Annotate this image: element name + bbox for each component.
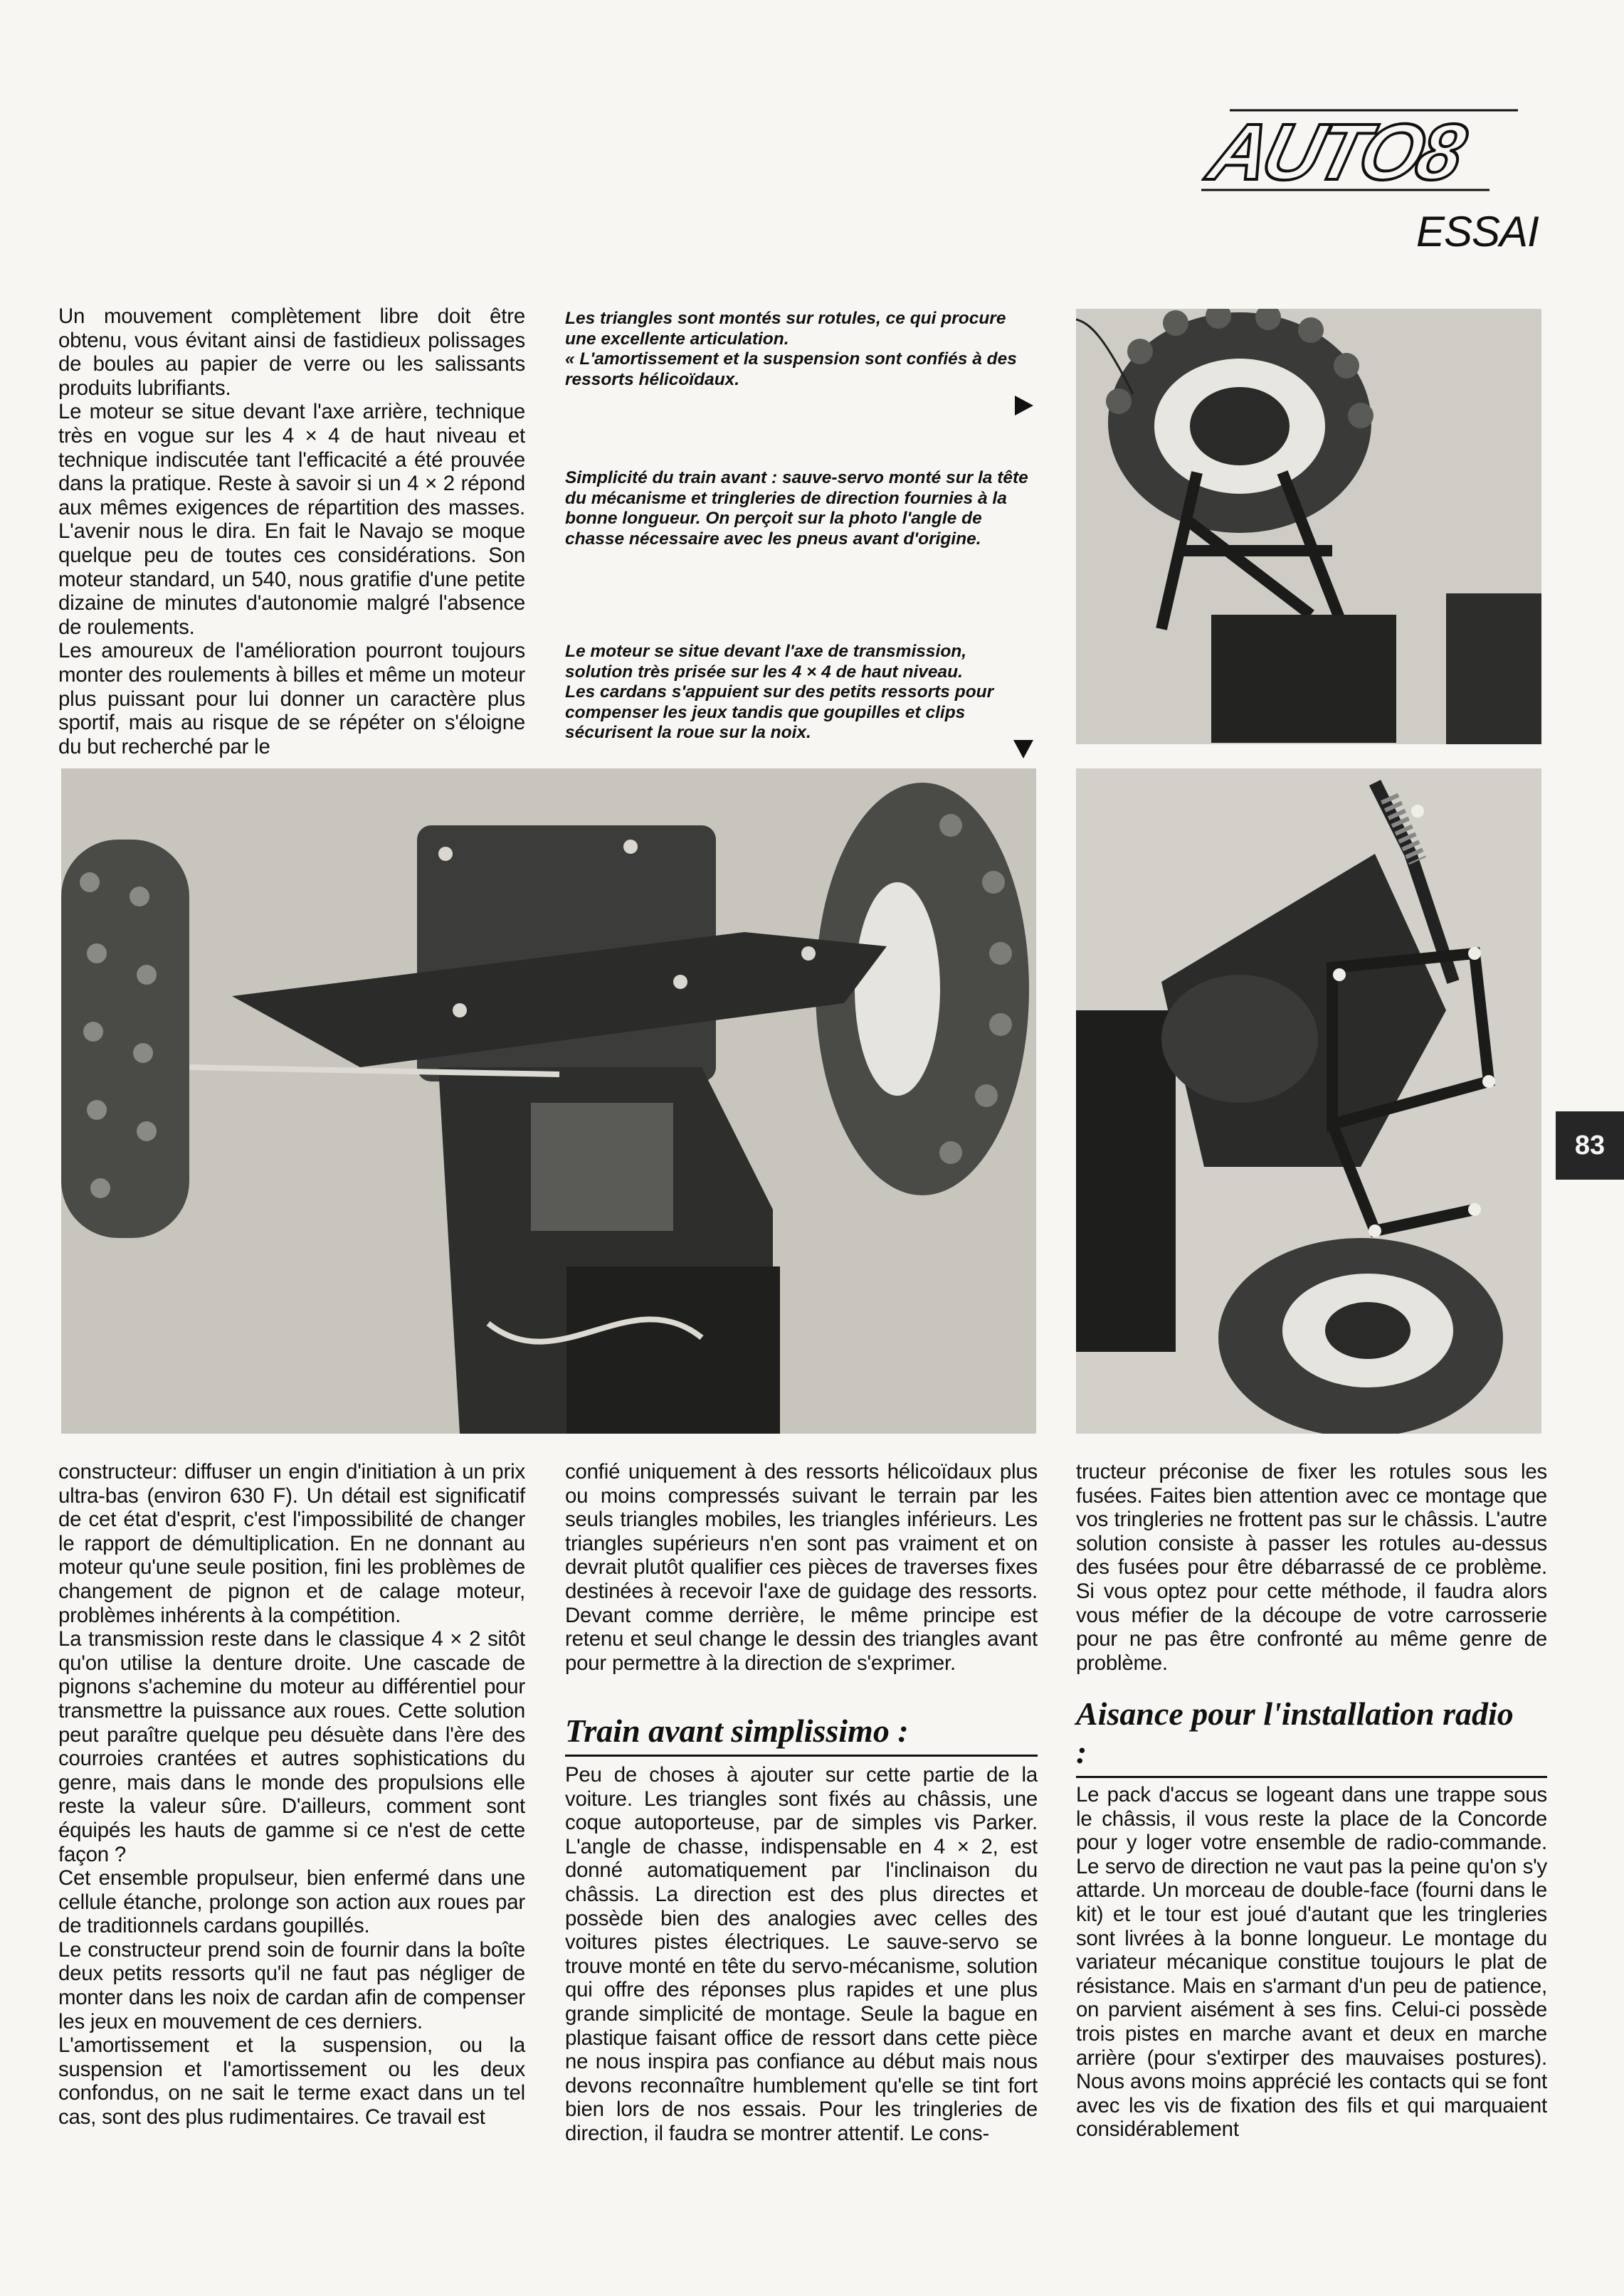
heading-rule <box>565 1755 1038 1757</box>
heading-train-avant: Train avant simplissimo : <box>565 1713 909 1749</box>
photo-front-suspension-graphic <box>1076 768 1541 1434</box>
arrow-down-icon <box>1013 740 1033 758</box>
caption-front-axle: Simplicité du train avant : sauve-servo monté sur la tête du mécanisme et tringleries de direction fournies à la bonne longueur. On perçoit sur la photo l'angle de chasse nécessaire avec les pneus avant d'origine. <box>565 468 1028 549</box>
column3-text-top: tructeur préconise de fixer les rotules sous les fusées. Faites bien attention avec ce montage que vos tringleries ne frottent pas sur le châssis. L'autre solution consiste à passer les rotules au-dessus des fusées pour être débarrassé de ce problème. Si vous optez pour cette méthode, il faudra alors vous méfier de la découpe de votre carrosserie pour ne pas être confronté au même genre de problème. <box>1076 1460 1547 1675</box>
column2-text-top: confié uniquement à des ressorts hélicoïdaux plus ou moins compressés suivant le terrain par les seuls triangles mobiles, les triangles inférieurs. Les triangles supérieurs n'en sont pas vraiment et on devrait plutôt qualifier ces pièces de traverses fixes destinées à recevoir l'axe de guidage des ressorts. Devant comme derrière, le même principe est retenu et seul change le dessin des triangles avant pour permettre à la direction de s'exprimer. <box>565 1460 1038 1675</box>
photo-front-suspension <box>1076 768 1541 1434</box>
photo-chassis-front <box>61 768 1036 1434</box>
column2-text-bottom: Peu de choses à ajouter sur cette partie de la voiture. Les triangles sont fixés au châssis, une coque autoporteuse, par de simples vis Parker. L'angle de chasse, indispensable en 4 × 2, est donné automatiquement par l'inclinaison du châssis. La direction est des plus directes et possède bien des analogies avec celles des voitures pistes électriques. Le sauve-servo se trouve monté en tête du servo-mécanisme, solution qui offre des réponses plus rapides et une plus grande simplicité de montage. Seule la bague en plastique faisant office de ressort dans cette pièce ne nous inspira pas confiance au début mais nous devons reconnaître humblement qu'elle se tint fort bien lors de nos essais. Pour les tringleries de direction, il faudra se montrer attentif. Le cons- <box>565 1763 1038 2145</box>
column3-text-bottom: Le pack d'accus se logeant dans une trappe sous le châssis, il vous reste la place de la Concorde pour y loger votre ensemble de radio-commande. Le servo de direction ne vaut pas la peine qu'on s'y attarde. Un morceau de double-face (fourni dans le kit) et le tour est joué d'autant que les tringleries sont livrées à la bonne longueur. Le montage du variateur mécanique constitue toujours le plat de résistance. Mais en s'armant d'un peu de patience, on parvient aisément à ses fins. Celui-ci possède trois pistes en marche avant et deux en marche arrière (pour s'extirper des mauvaises postures). Nous avons moins apprécié les contacts qui se font avec les vis de fixation des fils et qui marquaient considérablement <box>1076 1783 1547 2142</box>
column1-text: constructeur: diffuser un engin d'initiation à un prix ultra-bas (environ 630 F). Un détail est significatif de cet état d'esprit, c'est l'impossibilité de changer le rapport de démultiplication. En ne donnant au moteur qu'une seule position, fini les problèmes de changement de pignon et de calage moteur, problèmes inhérents à la compétition. La transmission reste dans le classique 4 × 2 sitôt qu'on utilise la denture droite. Une cascade de pignons s'achemine du moteur au différentiel pour transmettre la puissance aux roues. Cette solution peut paraître quelque peu désuète dans l'ère des courroies crantées et autres sophistications du genre, mais dans le monde des propulsions elle reste la valeur sûre. D'ailleurs, comment sont équipés les hauts de gamme si ce n'est de cette façon ? Cet ensemble propulseur, bien enfermé dans une cellule étanche, prolonge son action aux roues par de traditionnels cardans goupillés. Le constructeur prend soin de fournir dans la boîte deux petits ressorts qu'il ne faut pas négliger de monter dans les noix de cardan afin de compenser les jeux en mouvement de ces derniers. L'amortissement et la suspension, ou la suspension et l'amortissement ou les deux confondus, on ne sait le terme exact dans un tel cas, sont des plus rudimentaires. Ce travail est <box>58 1460 525 2130</box>
section-label: ESSAI <box>1416 208 1539 255</box>
logo-text: AUTO8 <box>1201 108 1470 192</box>
caption-motor: Le moteur se situe devant l'axe de transmission, solution très prisée sur les 4 × 4 de haut niveau. Les cardans s'appuient sur des petits ressorts pour compenser les jeux tandis que goupilles et clips sécurisent la roue sur la noix. <box>565 642 994 742</box>
photo-rear-suspension-graphic <box>1076 309 1541 744</box>
arrow-right-icon <box>1015 396 1033 416</box>
heading-rule <box>1076 1776 1547 1778</box>
page-number: 83 <box>1556 1111 1624 1180</box>
auto8-logo-graphic <box>1201 108 1522 192</box>
caption-triangles: Les triangles sont montés sur rotules, ce qui procure une excellente articulation. « L'amortissement et la suspension sont confiés à des ressorts hélicoïdaux. <box>565 309 1017 389</box>
photo-chassis-front-graphic <box>61 768 1036 1434</box>
auto8-logo <box>1201 108 1522 192</box>
photo-rear-suspension <box>1076 309 1541 744</box>
heading-aisance-radio: Aisance pour l'installation radio : <box>1076 1695 1514 1770</box>
intro-paragraph: Un mouvement complètement libre doit être obtenu, vous évitant ainsi de fastidieux polissages de boules au papier de verre ou les salissants produits lubrifiants. Le moteur se situe devant l'axe arrière, technique très en vogue sur les 4 × 4 de haut niveau et technique indiscutée tant l'efficacité a été prouvée dans la pratique. Reste à savoir si un 4 × 2 répond aux mêmes exigences de répartition des masses. L'avenir nous le dira. En fait le Navajo se moque quelque peu de toutes ces considérations. Son moteur standard, un 540, nous gratifie d'une petite dizaine de minutes d'autonomie malgré l'absence de roulements. Les amoureux de l'amélioration pourront toujours monter des roulements à billes et même un moteur plus puissant pour lui donner un caractère plus sportif, mais au risque de se répéter on s'éloigne du but recherché par le <box>58 305 525 758</box>
